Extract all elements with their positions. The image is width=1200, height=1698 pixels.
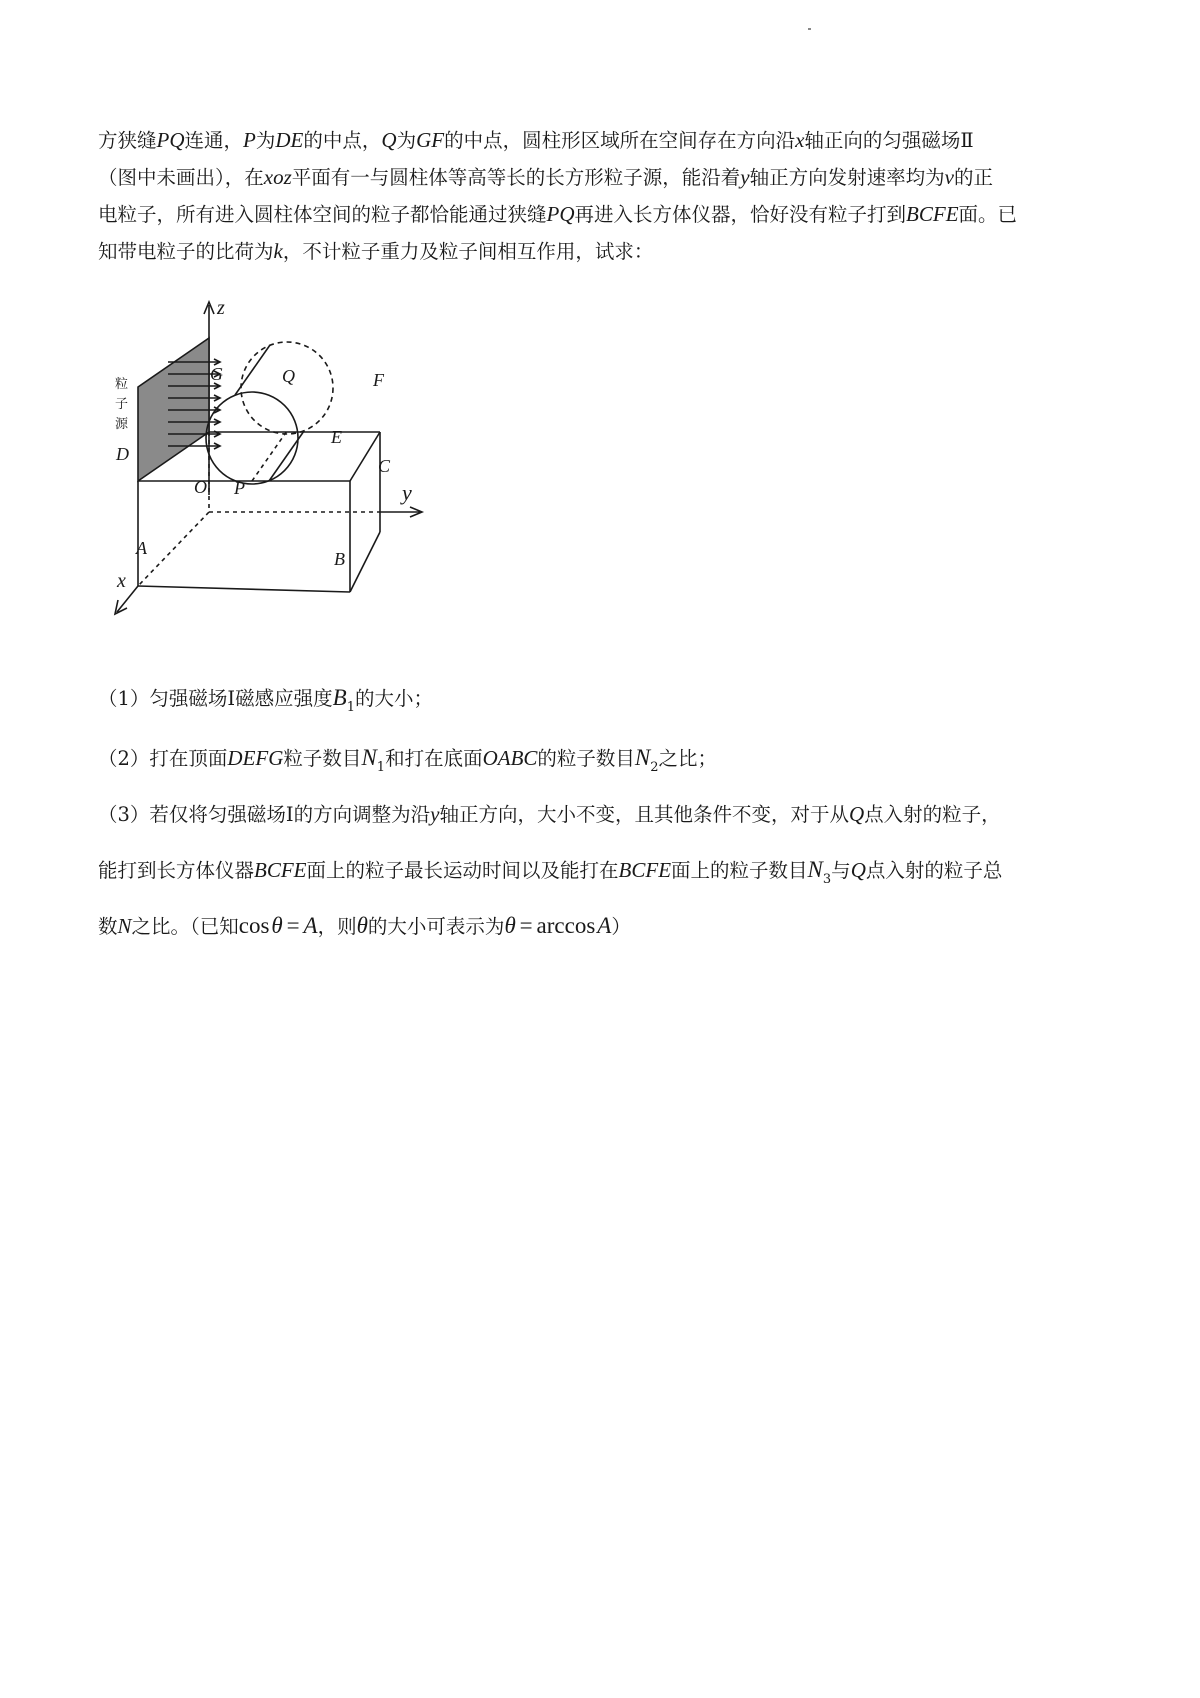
source-label-char-1: 粒 [115, 377, 129, 392]
source-label-char-3: 源 [115, 417, 129, 432]
intro-line-4: 知带电粒子的比荷为k，不计粒子重力及粒子间相互作用，试求： [98, 239, 654, 263]
source-label-char-2: 子 [115, 397, 129, 412]
label-E: E [331, 427, 342, 447]
apparatus-diagram [112, 300, 472, 645]
label-z: z [217, 300, 225, 319]
label-Q: Q [282, 366, 295, 386]
label-A: A [136, 538, 147, 558]
intro-line-2: （图中未画出），在xoz平面有一与圆柱体等高等长的长方形粒子源，能沿着y轴正方向发射速率均为v的正 [98, 165, 993, 189]
label-y: y [402, 480, 412, 505]
apparatus-figure [112, 300, 472, 645]
question-3-line-2: 能打到长方体仪器BCFE面上的粒子最长运动时间以及能打在BCFE面上的粒子数目$N_3$与Q点入射的粒子总 [98, 857, 1003, 887]
label-B: B [334, 549, 345, 569]
label-F: F [373, 370, 384, 390]
label-P: P [234, 478, 245, 498]
problem-intro [98, 122, 1118, 270]
edge-BC [350, 532, 380, 592]
question-2: （2）打在顶面DEFG粒子数目$N_1$和打在底面OABC的粒子数目$N_2$之比； [98, 745, 718, 775]
scan-speck [808, 28, 811, 30]
label-G: G [210, 364, 223, 384]
cylinder-top-edge [235, 345, 270, 395]
label-O: O [194, 477, 207, 497]
edge-OA-hidden [138, 512, 209, 586]
questions [98, 672, 1118, 956]
question-3-line-1: （3）若仅将匀强磁场Ⅰ的方向调整为沿y轴正方向，大小不变，且其他条件不变，对于从Q点入射的粒子， [98, 802, 1001, 826]
cylinder-bottom-edge [269, 431, 304, 481]
intro-line-1: 方狭缝PQ连通，P为DE的中点，Q为GF的中点，圆柱形区域所在空间存在方向沿x轴正向的匀强磁场Ⅱ [98, 128, 974, 152]
label-D: D [116, 444, 129, 464]
edge-AB [138, 586, 350, 592]
cylinder-front-face [206, 392, 298, 484]
question-1: （1）匀强磁场Ⅰ磁感应强度$B_1$的大小； [98, 685, 433, 715]
question-3-line-3: 数N之比。（已知cos θ = A，则θ的大小可表示为θ = arccos A） [98, 913, 631, 938]
cylinder-back-face [241, 342, 333, 434]
intro-line-3: 电粒子，所有进入圆柱体空间的粒子都恰能通过狭缝PQ再进入长方体仪器，恰好没有粒子打到BCFE面。已 [98, 202, 1018, 226]
edge-EF [350, 432, 380, 481]
label-C: C [378, 456, 391, 476]
label-x: x [117, 570, 126, 592]
